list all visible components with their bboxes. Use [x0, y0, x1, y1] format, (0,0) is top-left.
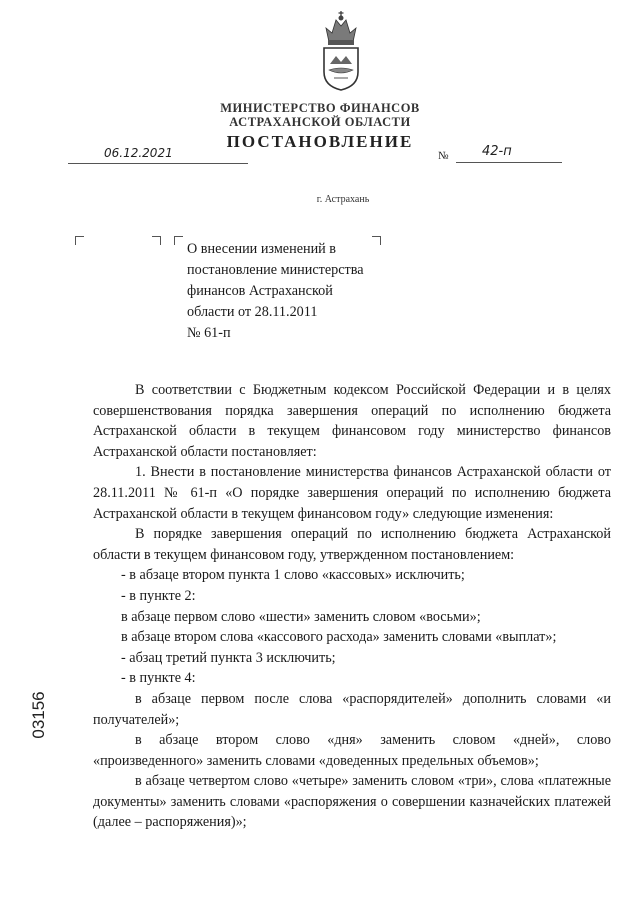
corner-bracket-top-left [75, 236, 84, 245]
city-name: г. Астрахань [316, 194, 370, 205]
document-type: ПОСТАНОВЛЕНИЕ [226, 132, 414, 151]
body-paragraph: в абзаце первом слово «шести» заменить словом «восьми»; [121, 608, 481, 625]
ministry-name: МИНИСТЕРСТВО ФИНАНСОВ [220, 101, 420, 115]
corner-bracket-top-mid-right [152, 236, 161, 245]
body-paragraph: - абзац третий пункта 3 исключить; [121, 649, 336, 666]
stamp-number: 03156 [29, 691, 48, 739]
body-paragraph: - в пункте 4: [121, 670, 196, 687]
body-paragraph: В порядке завершения операций по исполнению бюджета Астраханской области в текущем финансовом году, утвержденном постановлением: [93, 526, 611, 563]
document-subject [187, 239, 387, 344]
registration-stamp [25, 684, 53, 746]
subject-line: финансов Астраханской [187, 283, 333, 299]
body-paragraph: в абзаце втором слова «кассового расхода» заменить словами «выплат»; [121, 629, 557, 646]
region-name: АСТРАХАНСКОЙ ОБЛАСТИ [229, 115, 411, 129]
number-label: № [438, 150, 449, 162]
document-number: 42-п [456, 144, 562, 163]
corner-bracket-top-mid-left [174, 236, 183, 245]
subject-line: постановление министерства [187, 262, 364, 278]
body-paragraph: - в абзаце втором пункта 1 слово «кассовых» исключить; [121, 567, 465, 584]
subject-line: О внесении изменений в [187, 241, 337, 257]
body-paragraph: в абзаце втором слово «дня» заменить словом «дней», слово «произведенного» заменить словами «доведенных предельных объемов»; [93, 732, 611, 769]
body-paragraph: в абзаце четвертом слово «четыре» заменить словом «три», слова «платежные документы» заменить словами «распоряжения о совершении казначейских платежей (далее – распоряжения)»; [93, 773, 611, 831]
body-paragraph: - в пункте 2: [121, 587, 196, 604]
subject-line: № 61-п [187, 325, 231, 341]
document-body [93, 380, 611, 833]
body-paragraph: в абзаце первом после слова «распорядителей» дополнить словами «и получателей»; [93, 690, 611, 728]
subject-line: области от 28.11.2011 [187, 304, 318, 320]
body-paragraph: 1. Внести в постановление министерства финансов Астраханской области от 28.11.2011 № 61-п «О порядке завершения операций по исполнению бюджета Астраханской области в текущем финансовом году» следующие изменения: [93, 464, 611, 522]
body-paragraph: В соответствии с Бюджетным кодексом Российской Федерации и в целях совершенствования порядка завершения операций по исполнению бюджета Астраханской области в текущем финансовом году министерство финансов Астраханской области постановляет: [93, 382, 611, 460]
document-date: 06.12.2021 [68, 146, 248, 164]
coat-of-arms-emblem [318, 6, 364, 92]
